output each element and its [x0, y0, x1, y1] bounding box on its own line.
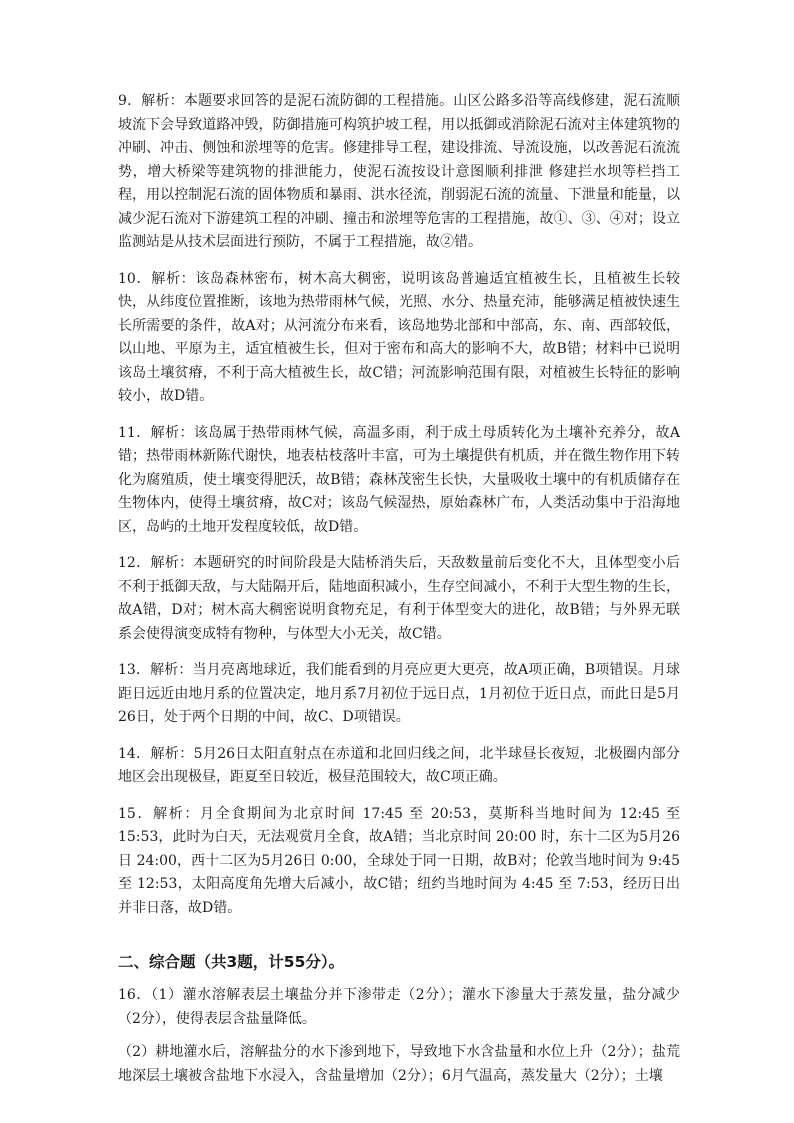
section-heading: 二、综合题（共3题，计55分）。	[118, 953, 345, 971]
answer-9: 9．解析：本题要求回答的是泥石流防御的工程措施。山区公路多沿等高线修建，泥石流顺坡流下会导致道路冲毁，防御措施可构筑护坡工程，用以抵御或消除泥石流对主体建筑物的冲刷、冲击、侧蚀和淤埋等的危害。修建排导工程，建设排流、导流设施，以改善泥石流流势，增大桥梁等建筑物的排泄能力，使泥石流按设计意图顺利排泄 修建拦水坝等栏挡工程，用以控制泥石流的固体物质和暴雨、洪水径流，削弱泥石流的流量、下泄量和能量，以减少泥石流对下游建筑工程的冲刷、撞击和淤埋等危害的工程措施，故①、③、④对；设立监测站是从技术层面进行预防，不属于工程措施，故②错。	[118, 93, 680, 250]
answer-11: 11．解析：该岛属于热带雨林气候，高温多雨，利于成土母质转化为土壤补充养分，故A错；热带雨林新陈代谢快，地表枯枝落叶丰富，可为土壤提供有机质，并在微生物作用下转化为腐殖质，使土壤变得肥沃，故B错；森林茂密生长快，大量吸收土壤中的有机质储存在生物体内，使得土壤贫瘠，故C对；该岛气候湿热，原始森林广布，人类活动集中于沿海地区，岛屿的土地开发程度较低，故D错。	[118, 424, 680, 535]
document-page	[118, 90, 680, 1098]
answer-15: 15．解析：月全食期间为北京时间 17:45 至 20:53，莫斯科当地时间为 12:45 至 15:53，此时为白天，无法观赏月全食，故A错；当北京时间 20:00 时，东十二区为5月26日 24:00，西十二区为5月26日 0:00，全球处于同一日期，故B对；伦敦当地时间为 9:45 至 12:53，太阳高度角先增大后减小，故C错；纽约当地时间为 4:45 至 7:53，经历日出并非日落，故D错。	[118, 805, 680, 916]
answer-14: 14．解析：5月26日太阳直射点在赤道和北回归线之间，北半球昼长夜短，北极圈内部分地区会出现极昼，距夏至日较近，极昼范围较大，故C项正确。	[118, 745, 680, 785]
answer-13: 13．解析：当月亮离地球近，我们能看到的月亮应更大更亮，故A项正确，B项错误。月球距日远近由地月系的位置决定，地月系7月初位于远日点，1月初位于近日点，而此日是5月26日，处于两个日期的中间，故C、D项错误。	[118, 662, 680, 725]
answer-10: 10．解析：该岛森林密布，树木高大稠密，说明该岛普遍适宜植被生长，且植被生长较快，从纬度位置推断，该地为热带雨林气候，光照、水分、热量充沛，能够满足植被快速生长所需要的条件，故A对；从河流分布来看，该岛地势北部和中部高，东、南、西部较低，以山地、平原为主，适宜植被生长，但对于密布和高大的影响不大，故B错；材料中已说明该岛土壤贫瘠，不利于高大植被生长，故C错；河流影响范围有限，对植被生长特征的影响较小，故D错。	[118, 270, 680, 404]
answer-12: 12．解析：本题研究的时间阶段是大陆桥消失后，天敌数量前后变化不大，且体型变小后不利于抵御天敌，与大陆隔开后，陆地面积减小，生存空间减小，不利于大型生物的生长，故A错，D对；树木高大稠密说明食物充足，有利于体型变大的进化，故B错；与外界无联系会使得演变成特有物种，与体型大小无关，故C错。	[118, 555, 680, 642]
answer-16-part-2: （2）耕地灌水后，溶解盐分的水下渗到地下，导致地下水含盐量和水位上升（2分）；盐荒地深层土壤被含盐地下水浸入，含盐量增加（2分）；6月气温高，蒸发量大（2分）；土壤	[118, 1044, 680, 1084]
answer-16-part-1: 16．（1）灌水溶解表层土壤盐分并下渗带走（2分）；灌水下渗量大于蒸发量，盐分减少（2分），使得表层含盐量降低。	[118, 987, 680, 1027]
